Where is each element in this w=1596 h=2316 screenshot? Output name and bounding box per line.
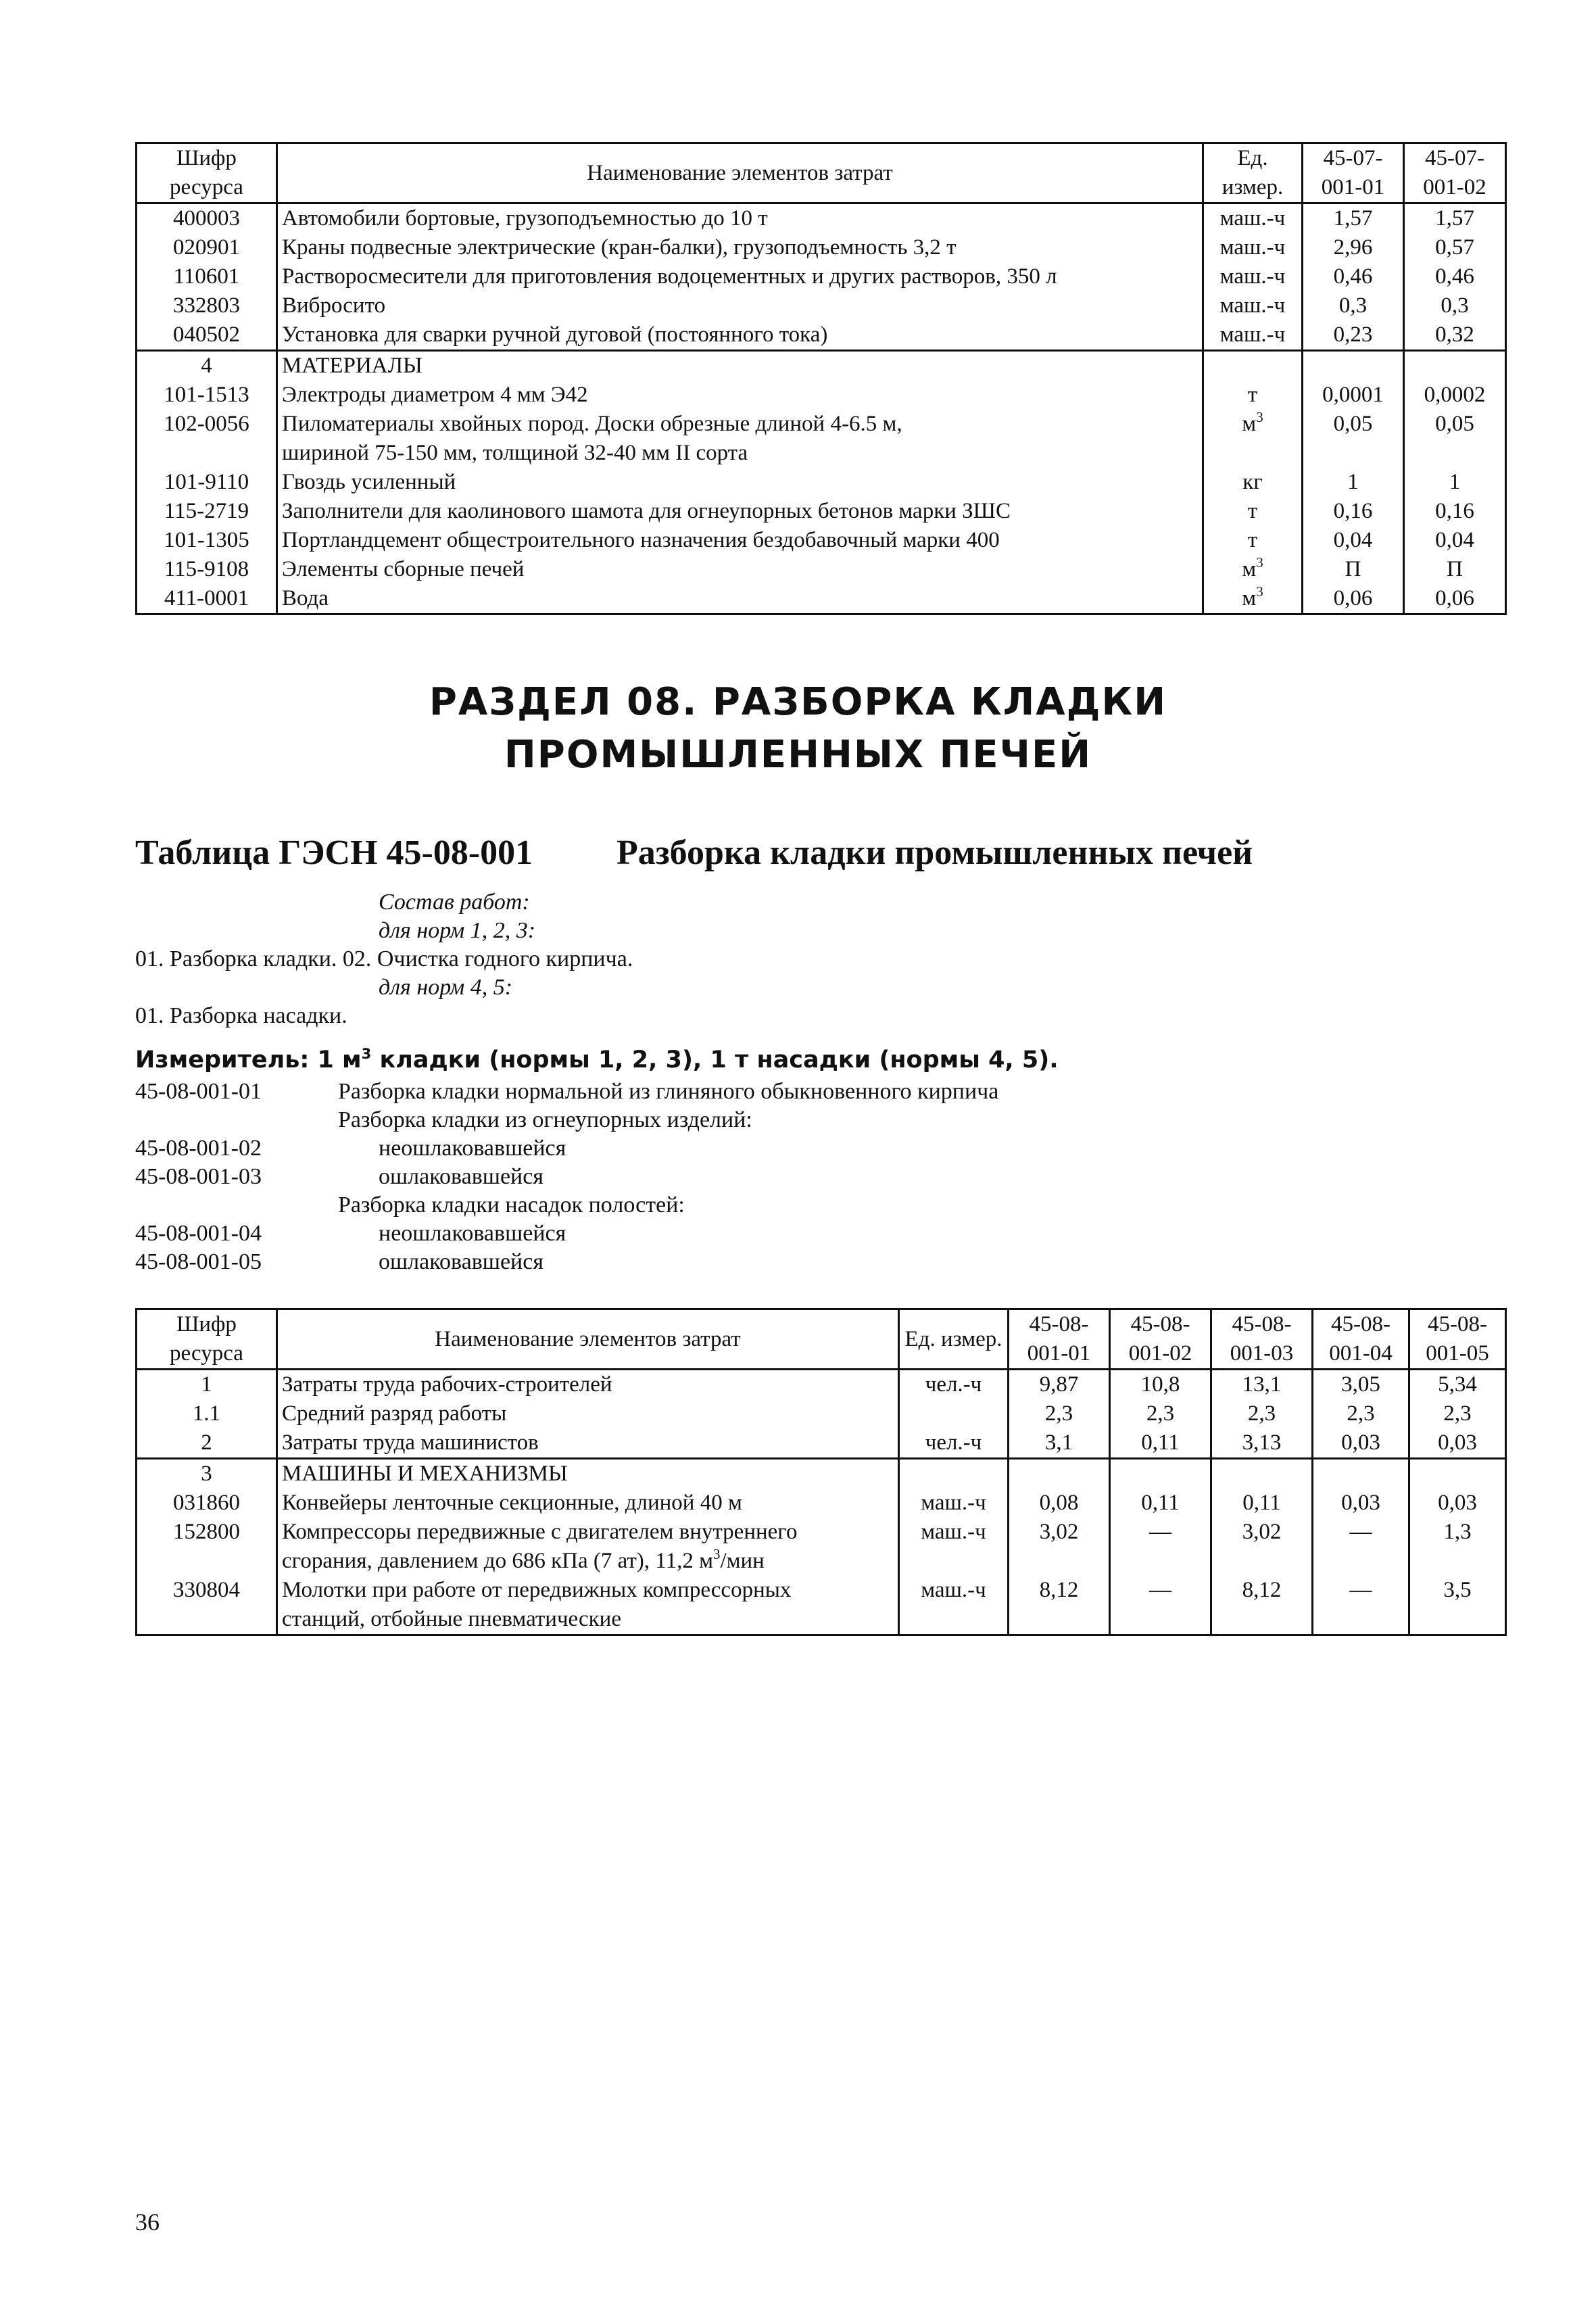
row-name: Затраты труда машинистов [277, 1428, 899, 1459]
superscript: 3 [1256, 583, 1263, 600]
row-name: Установка для сварки ручной дуговой (постоянного тока) [277, 320, 1203, 351]
norm-group-text: Разборка кладки из огнеупорных изделий: [338, 1107, 752, 1132]
table-row [137, 410, 1506, 468]
row-name-line2: станций, отбойные пневматические [282, 1607, 621, 1631]
row-value: 2,3 [1313, 1399, 1409, 1428]
table-row [137, 320, 1506, 351]
row-value: 0,3 [1404, 291, 1506, 320]
table-header-row [137, 143, 1506, 203]
section-row-machines [137, 1459, 1506, 1489]
row-value: 0,03 [1409, 1428, 1506, 1459]
row-value: 0,3 [1303, 291, 1404, 320]
table-row [137, 291, 1506, 320]
superscript: 3 [361, 1046, 372, 1062]
row-value: 0,03 [1313, 1489, 1409, 1518]
row-value: 0,03 [1409, 1489, 1506, 1518]
work-composition-title: Состав работ: [379, 890, 530, 915]
row-value: 0,03 [1313, 1428, 1409, 1459]
norm-text: ошлаковавшейся [379, 1249, 543, 1274]
row-value: 0,46 [1404, 262, 1506, 291]
row-code: 101-1305 [137, 526, 277, 555]
table-45-07-resources [135, 142, 1507, 615]
section-name: МАТЕРИАЛЫ [277, 351, 1203, 381]
row-value: 2,3 [1409, 1399, 1506, 1428]
work-norms-123: для норм 1, 2, 3: [379, 918, 536, 943]
row-name: Вибросито [277, 291, 1203, 320]
row-unit: маш.-ч [1203, 203, 1303, 234]
table-header-row [137, 1309, 1506, 1370]
header-col: 45-08-001-02 [1110, 1309, 1211, 1370]
row-value: — [1313, 1518, 1409, 1576]
row-value: 0,46 [1303, 262, 1404, 291]
work-norms-45: для норм 4, 5: [379, 975, 513, 1000]
row-unit: т [1203, 497, 1303, 526]
row-value: 0,23 [1303, 320, 1404, 351]
row-value: 3,1 [1009, 1428, 1110, 1459]
header-unit: Ед. измер. [899, 1309, 1009, 1370]
row-value: 0,57 [1404, 233, 1506, 262]
row-value: 3,13 [1211, 1428, 1313, 1459]
row-name [277, 1576, 899, 1635]
row-value: 0,11 [1110, 1428, 1211, 1459]
row-unit: маш.-ч [899, 1518, 1009, 1576]
row-value: 1,3 [1409, 1518, 1506, 1576]
row-name-line2: шириной 75-150 мм, толщиной 32-40 мм II сорта [282, 441, 748, 465]
header-col2: 45-07-001-02 [1404, 143, 1506, 203]
row-code: 1 [137, 1370, 277, 1400]
norm-code: 45-08-001-03 [135, 1164, 262, 1189]
table-row [137, 262, 1506, 291]
row-code: 411-0001 [137, 584, 277, 614]
measure-unit: Измеритель: 1 $м^3$ кладки (нормы 1, 2, 3), 1 т насадки (нормы 4, 5). [135, 1046, 1059, 1073]
header-code: Шифр ресурса [137, 143, 277, 203]
row-code: 152800 [137, 1518, 277, 1576]
row-name: Вода [277, 584, 1203, 614]
row-value: 0,06 [1404, 584, 1506, 614]
row-unit: маш.-ч [899, 1489, 1009, 1518]
row-value: 1 [1303, 468, 1404, 497]
section-title [0, 676, 1596, 781]
header-col: 45-08-001-05 [1409, 1309, 1506, 1370]
row-value: 2,96 [1303, 233, 1404, 262]
page-number: 36 [135, 2209, 160, 2236]
header-col: 45-08-001-04 [1313, 1309, 1409, 1370]
row-name: Средний разряд работы [277, 1399, 899, 1428]
norm-code: 45-08-001-01 [135, 1079, 262, 1104]
row-name: Гвоздь усиленный [277, 468, 1203, 497]
row-unit: т [1203, 381, 1303, 410]
table-row [137, 1428, 1506, 1459]
row-code: 102-0056 [137, 410, 277, 468]
row-unit: $м^3$ [1203, 555, 1303, 584]
row-value: 0,04 [1303, 526, 1404, 555]
row-unit [899, 1399, 1009, 1428]
row-value: 10,8 [1110, 1370, 1211, 1400]
row-name-line1: Пиломатериалы хвойных пород. Доски обрезные длиной 4-6.5 м, [282, 412, 902, 436]
row-value: 3,02 [1009, 1518, 1110, 1576]
row-code: 2 [137, 1428, 277, 1459]
header-unit: Ед. измер. [1203, 143, 1303, 203]
norm-group-text: Разборка кладки насадок полостей: [338, 1192, 685, 1217]
row-name: Конвейеры ленточные секционные, длиной 40 м [277, 1489, 899, 1518]
row-value: 0,0002 [1404, 381, 1506, 410]
row-value: 0,08 [1009, 1489, 1110, 1518]
norm-text: неошлаковавшейся [379, 1221, 566, 1246]
table-row [137, 1370, 1506, 1400]
work-text-123: 01. Разборка кладки. 02. Очистка годного кирпича. [135, 946, 633, 971]
row-unit: маш.-ч [1203, 291, 1303, 320]
row-value: — [1313, 1576, 1409, 1635]
row-code: 330804 [137, 1576, 277, 1635]
row-unit: маш.-ч [1203, 262, 1303, 291]
row-value: 1 [1404, 468, 1506, 497]
row-value: 3,5 [1409, 1576, 1506, 1635]
section-code: 4 [137, 351, 277, 381]
row-unit: маш.-ч [1203, 320, 1303, 351]
row-code: 101-9110 [137, 468, 277, 497]
table-row [137, 526, 1506, 555]
superscript: 3 [712, 1546, 721, 1562]
table-row [137, 381, 1506, 410]
table-45-08-resources [135, 1308, 1507, 1636]
table-row [137, 1518, 1506, 1576]
section-code: 3 [137, 1459, 277, 1489]
row-code: 031860 [137, 1489, 277, 1518]
row-unit: кг [1203, 468, 1303, 497]
row-unit: чел.-ч [899, 1428, 1009, 1459]
row-name: Краны подвесные электрические (кран-балки), грузоподъемность 3,2 т [277, 233, 1203, 262]
work-text-45: 01. Разборка насадки. [135, 1003, 347, 1028]
header-col1: 45-07-001-01 [1303, 143, 1404, 203]
row-code: 101-1513 [137, 381, 277, 410]
row-value: 3,02 [1211, 1518, 1313, 1576]
header-name: Наименование элементов затрат [277, 1309, 899, 1370]
row-value: 0,32 [1404, 320, 1506, 351]
row-value: 8,12 [1009, 1576, 1110, 1635]
header-col: 45-08-001-01 [1009, 1309, 1110, 1370]
table-row [137, 555, 1506, 584]
row-code: 020901 [137, 233, 277, 262]
row-code: 040502 [137, 320, 277, 351]
header-col: 45-08-001-03 [1211, 1309, 1313, 1370]
table-row [137, 1399, 1506, 1428]
row-value: 2,3 [1009, 1399, 1110, 1428]
row-value: 0,11 [1211, 1489, 1313, 1518]
row-value: 0,11 [1110, 1489, 1211, 1518]
row-value: 9,87 [1009, 1370, 1110, 1400]
norm-code: 45-08-001-04 [135, 1221, 262, 1246]
section-name: МАШИНЫ И МЕХАНИЗМЫ [277, 1459, 899, 1489]
row-name-line1: Компрессоры передвижные с двигателем внутреннего [282, 1520, 798, 1544]
row-value: 13,1 [1211, 1370, 1313, 1400]
row-unit: $м^3$ [1203, 584, 1303, 614]
norm-text: ошлаковавшейся [379, 1164, 543, 1189]
table-row [137, 1576, 1506, 1635]
section-row-materials [137, 351, 1506, 381]
section-title-line2: ПРОМЫШЛЕННЫХ ПЕЧЕЙ [504, 733, 1092, 777]
row-code: 400003 [137, 203, 277, 234]
row-unit: чел.-ч [899, 1370, 1009, 1400]
row-unit: маш.-ч [899, 1576, 1009, 1635]
norm-code: 45-08-001-05 [135, 1249, 262, 1274]
row-value: 0,05 [1303, 410, 1404, 468]
table-row [137, 203, 1506, 234]
row-name [277, 410, 1203, 468]
row-value: 1,57 [1404, 203, 1506, 234]
row-code: 110601 [137, 262, 277, 291]
norm-code: 45-08-001-02 [135, 1136, 262, 1161]
row-name: Затраты труда рабочих-строителей [277, 1370, 899, 1400]
row-value: 3,05 [1313, 1370, 1409, 1400]
row-value: П [1303, 555, 1404, 584]
row-value: 0,16 [1404, 497, 1506, 526]
row-name: Электроды диаметром 4 мм Э42 [277, 381, 1203, 410]
row-value: 0,04 [1404, 526, 1506, 555]
table-row [137, 584, 1506, 614]
row-unit: $м^3$ [1203, 410, 1303, 468]
row-unit: т [1203, 526, 1303, 555]
row-code: 115-2719 [137, 497, 277, 526]
table-heading-title: Разборка кладки промышленных печей [616, 834, 1253, 872]
row-name: Автомобили бортовые, грузоподъемностью до 10 т [277, 203, 1203, 234]
row-name: Растворосмесители для приготовления водоцементных и других растворов, 350 л [277, 262, 1203, 291]
row-value: 0,05 [1404, 410, 1506, 468]
row-value: 2,3 [1110, 1399, 1211, 1428]
row-unit: маш.-ч [1203, 233, 1303, 262]
row-value: 8,12 [1211, 1576, 1313, 1635]
row-value: 1,57 [1303, 203, 1404, 234]
header-code: Шифр ресурса [137, 1309, 277, 1370]
row-name: Элементы сборные печей [277, 555, 1203, 584]
superscript: 3 [1256, 554, 1263, 571]
row-value: 0,06 [1303, 584, 1404, 614]
header-name: Наименование элементов затрат [277, 143, 1203, 203]
table-row [137, 1489, 1506, 1518]
norm-text: неошлаковавшейся [379, 1136, 566, 1161]
row-name-line1: Молотки при работе от передвижных компрессорных [282, 1578, 792, 1602]
row-value: 0,0001 [1303, 381, 1404, 410]
row-value: — [1110, 1518, 1211, 1576]
row-code: 1.1 [137, 1399, 277, 1428]
row-name-line2: сгорания, давлением до 686 кПа (7 ат), 11,2 $м^3$/мин [282, 1546, 765, 1573]
row-code: 332803 [137, 291, 277, 320]
row-value: 2,3 [1211, 1399, 1313, 1428]
table-row [137, 497, 1506, 526]
row-code: 115-9108 [137, 555, 277, 584]
norm-text: Разборка кладки нормальной из глиняного обыкновенного кирпича [338, 1079, 999, 1104]
row-name [277, 1518, 899, 1576]
table-row [137, 233, 1506, 262]
section-title-line1: РАЗДЕЛ 08. РАЗБОРКА КЛАДКИ [429, 680, 1167, 724]
row-name: Портландцемент общестроительного назначения бездобавочный марки 400 [277, 526, 1203, 555]
row-value: — [1110, 1576, 1211, 1635]
row-value: П [1404, 555, 1506, 584]
row-value: 0,16 [1303, 497, 1404, 526]
superscript: 3 [1256, 409, 1263, 425]
table-row [137, 468, 1506, 497]
row-value: 5,34 [1409, 1370, 1506, 1400]
row-name: Заполнители для каолинового шамота для огнеупорных бетонов марки ЗШС [277, 497, 1203, 526]
table-heading-code: Таблица ГЭСН 45-08-001 [135, 834, 533, 872]
